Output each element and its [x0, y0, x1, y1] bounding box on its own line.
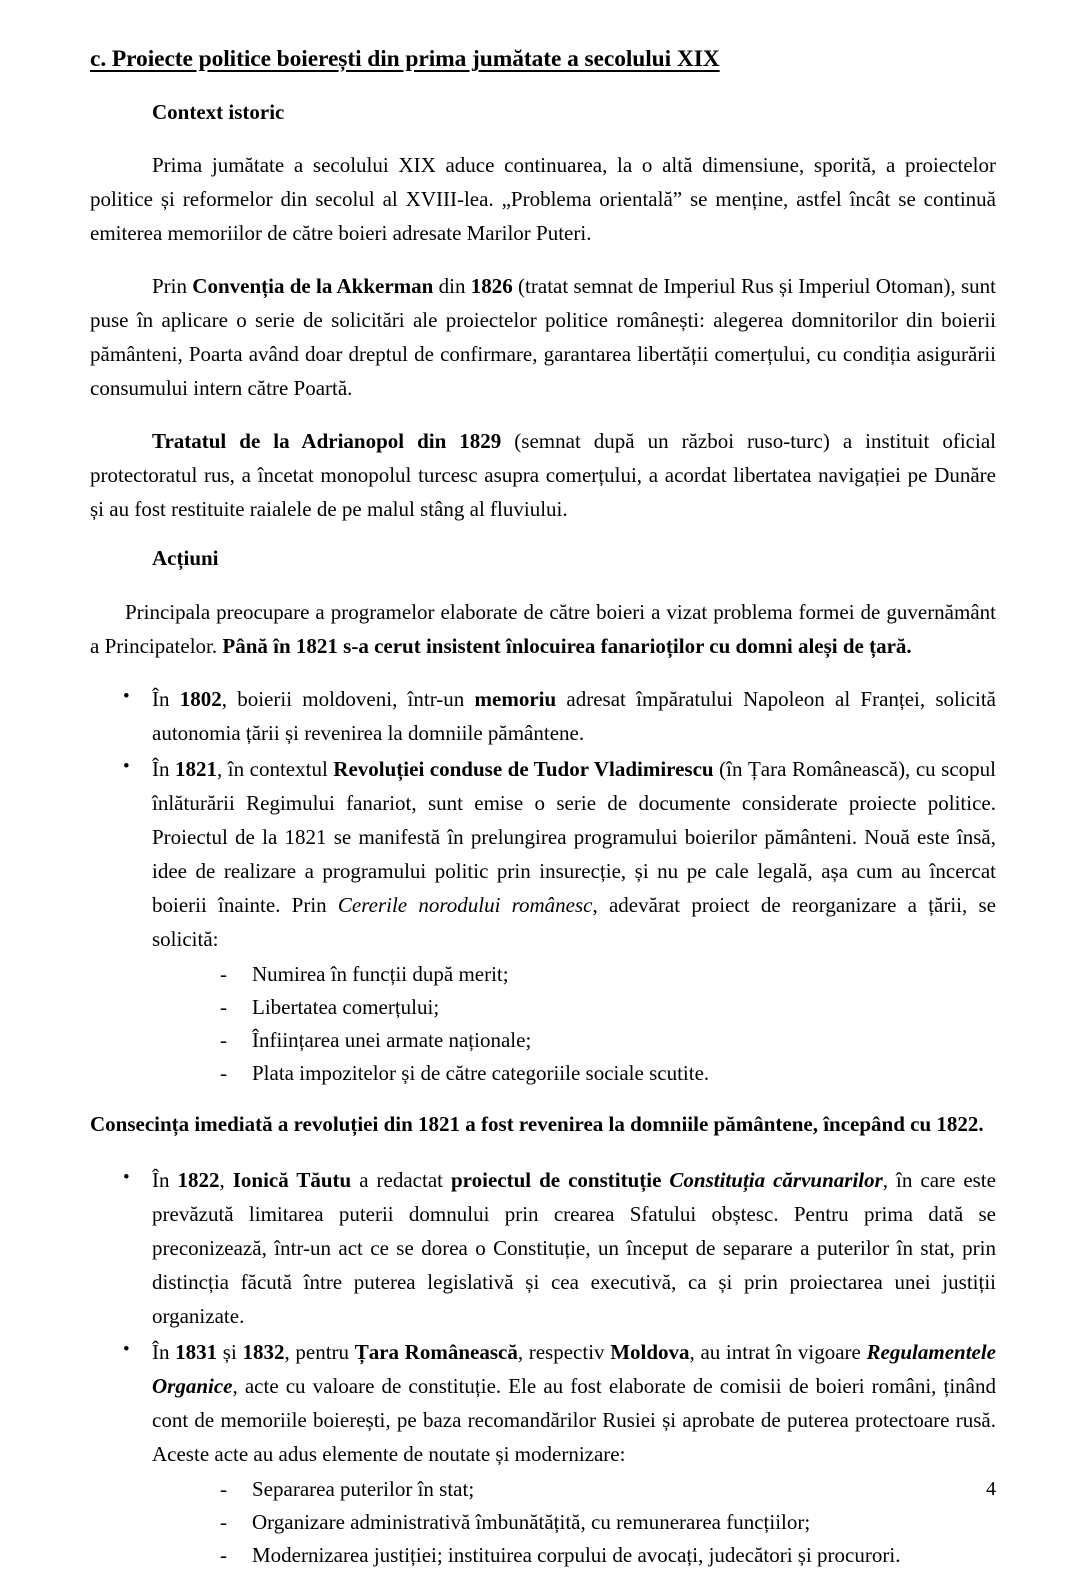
list-item-dash [152, 1024, 996, 1057]
list-item-dash [152, 1057, 996, 1090]
bullet-list-secondary [90, 1163, 996, 1573]
dash-icon: - [220, 1028, 227, 1053]
list-item-1831-1832 [90, 1335, 996, 1573]
paragraph-principala-preocupare [90, 595, 996, 663]
bold-name-ionica-tautu: Ionică Tăutu [232, 1167, 352, 1192]
bold-year-1826: 1826 [470, 274, 513, 299]
bold-revolutia-tudor-vladimirescu: Revoluției conduse de Tudor Vladimirescu [333, 756, 714, 781]
section-heading-context-istoric: Context istoric [152, 100, 285, 125]
text-run: Înființarea unei armate naționale; [252, 1028, 532, 1053]
text-run: În [152, 686, 180, 711]
section-heading-actiuni: Acțiuni [152, 546, 219, 571]
text-run: din [433, 274, 471, 299]
text-run: (semnat după un război ruso-turc) a instituit oficial protectoratul rus, a încetat monopolul turcesc asupra comerțului, a acordat libertatea navigației pe Dunăre și au fost restituite raialele de pe malul stâng al fluviului. [90, 429, 996, 522]
bullet-icon: • [123, 1166, 130, 1188]
bold-year-1802: 1802 [179, 686, 222, 711]
text-run: și [217, 1339, 243, 1364]
page-number: 4 [986, 1478, 996, 1500]
spacer [90, 1097, 996, 1107]
text-run: , în contextul [217, 756, 334, 781]
dash-icon: - [220, 1543, 227, 1568]
text-run: , respectiv [517, 1339, 611, 1364]
text-run: Plata impozitelor și de către categoriile sociale scutite. [252, 1061, 710, 1086]
bold-convention-akkerman: Convenția de la Akkerman [192, 274, 434, 299]
bold-italic-regulamentele-organice: Regulamentele Organice [152, 1339, 997, 1398]
text-run: , adevărat proiect de reorganizare a țării, se solicită: [152, 892, 996, 951]
bold-proiectul-de-constitutie: proiectul de constituție [450, 1167, 670, 1192]
text-run: Prin [152, 274, 193, 299]
dash-icon: - [220, 1509, 227, 1534]
page-title: c. Proiecte politice boierești din prima jumătate a secolului XIX [90, 46, 720, 72]
bullet-icon: • [123, 755, 130, 777]
bold-year-1832: 1832 [242, 1339, 285, 1364]
text-run: a redactat [351, 1167, 451, 1192]
bold-tara-romaneasca: Țara Românească [354, 1339, 518, 1364]
list-item-dash [152, 1539, 996, 1572]
dash-icon: - [220, 1061, 227, 1086]
bullet-icon: • [123, 1338, 130, 1360]
paragraph-intro: Prima jumătate a secolului XIX aduce continuarea, la o altă dimensiune, sporită, a proiectelor politice și reformelor din secolul al XVIII-lea. „Problema orientală” se menține, astfel încât se continuă emiterea memoriilor de către boieri adresate Marilor Puteri. [90, 153, 996, 246]
dash-list-cereri [152, 958, 996, 1091]
text-run: , [219, 1167, 233, 1192]
bullet-list-primary [90, 682, 996, 1091]
text-run: (în Țara Românească), cu scopul înlăturării Regimului fanariot, sunt emise o serie de documente considerate proiecte politice. Proiectul de la 1821 se manifestă în prelungirea programului boierilor pământeni. Nouă este însă, idee de realizare a programului politic prin insurecție, și nu pe cale legală, așa cum au încercat boierii înainte. Prin [152, 756, 996, 917]
bold-year-1831: 1831 [175, 1339, 218, 1364]
text-run: În [152, 1167, 178, 1192]
bold-year-1821: 1821 [175, 756, 218, 781]
bold-year-1822: 1822 [177, 1167, 220, 1192]
text-run: (tratat semnat de Imperiul Rus și Imperiul Otoman), sunt puse în aplicare o serie de solicitări ale proiectelor politice românești: alegerea domnitorilor din boierii pământeni, Poarta având doar dreptul de confirmare, garantarea libertății comerțului, cu condiția asigurării consumului intern către Poartă. [90, 274, 996, 401]
text-run: , în care este prevăzută limitarea puterii domnului prin crearea Sfatului obștesc. Pentru prima dată se preconizează, într-un act ce se dorea o Constituție, un început de separare a puterilor în stat, prin distincția făcută între puterea legislativă și cea executivă, ca și prin proiectarea unei justiții organizate. [152, 1167, 996, 1328]
text-run: Libertatea comerțului; [252, 995, 440, 1020]
paragraph-consecinta: Consecința imediată a revoluției din 1821 a fost revenirea la domniile pământene, începând cu 1822. [90, 1111, 984, 1136]
italic-cererile-norodului-romanesc: Cererile norodului românesc [337, 892, 593, 917]
text-run: În [152, 1339, 176, 1364]
list-item-dash [152, 991, 996, 1024]
text-run: Organizare administrativă îmbunătățită, cu remunerarea funcțiilor; [252, 1509, 811, 1534]
text-run: Separarea puterilor în stat; [252, 1476, 475, 1501]
text-run: În [152, 756, 176, 781]
bold-word-memoriu: memoriu [474, 686, 557, 711]
text-run: adresat împăratului Napoleon al Franței, solicită autonomia țării și revenirea la domniile pământene. [152, 686, 997, 745]
text-run: Principala preocupare a programelor elaborate de către boieri a vizat problema formei de guvernământ a Principatelor. [90, 599, 996, 658]
dash-list-noutati [152, 1473, 996, 1573]
dash-icon: - [220, 1476, 227, 1501]
bold-moldova: Moldova [610, 1339, 690, 1364]
text-run: , boierii moldoveni, într-un [221, 686, 475, 711]
text-run: , pentru [284, 1339, 355, 1364]
dash-icon: - [220, 995, 227, 1020]
list-item-1822 [90, 1163, 996, 1333]
bold-pana-in-1821: Până în 1821 s-a cerut insistent înlocuirea fanarioților cu domni aleși de țară. [222, 633, 912, 658]
text-run: Modernizarea justiției; instituirea corpului de avocați, judecători și procurori. [252, 1543, 901, 1568]
list-item-dash [152, 1473, 996, 1506]
paragraph-akkerman [90, 269, 996, 405]
paragraph-adrianopol [90, 424, 996, 526]
text-run: , acte cu valoare de constituție. Ele au fost elaborate de comisii de boieri români, ținând cont de memoriile boierești, pe baza recomandărilor Rusiei și aprobate de puterea protectoare rusă. Aceste acte au adus elemente de noutate și modernizare: [152, 1373, 996, 1466]
bold-italic-constitutia-carvunarilor: Constituția cărvunarilor [669, 1167, 883, 1192]
bullet-icon: • [123, 685, 130, 707]
document-body [90, 44, 996, 1578]
list-item-1821 [90, 752, 996, 1091]
text-run: , au intrat în vigoare [689, 1339, 867, 1364]
text-run: Numirea în funcții după merit; [252, 961, 509, 986]
list-item-dash [152, 958, 996, 991]
list-item-1802 [90, 682, 996, 750]
list-item-dash [152, 1506, 996, 1539]
bold-treaty-adrianopol: Tratatul de la Adrianopol din 1829 [152, 429, 502, 454]
dash-icon: - [220, 961, 227, 986]
